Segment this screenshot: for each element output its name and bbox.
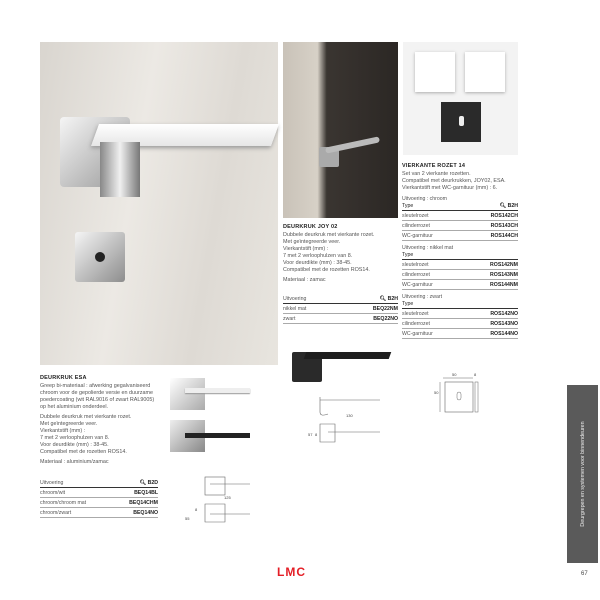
row-label: sleutelrozet [402,211,463,221]
search-icon: 🔍︎ [499,203,507,209]
esa-material: Materiaal : aluminium/zamac [40,459,109,465]
esa-spec: 7 met 2 verloophulzen van 8. [40,435,110,441]
joy-spec: Voor deurdikte (mm) : 38-45. [283,260,352,266]
table-row [283,314,398,324]
esa-spec: Vierkantstift (mm) : [40,428,86,434]
joy-spec: Compatibel met de rozetten ROS14. [283,267,370,273]
joy-title: DEURKRUK JOY 02 [283,224,338,230]
col-header: Uitvoering [283,294,338,304]
esa-spec: Dubbele deurkruk met vierkante rozet. [40,414,132,420]
rozet-spec: Set van 2 vierkante rozetten. [402,171,471,177]
row-code: ROS143NO [463,319,518,329]
row-code: ROS142NO [463,309,518,319]
joy-spec: 7 met 2 verloophulzen van 8. [283,253,353,259]
joy-spec: Dubbele deurkruk met vierkante rozet. [283,232,375,238]
page-number: 67 [581,571,588,577]
table-row [402,319,518,329]
table-row [283,304,398,314]
esa-handle-photo [40,42,278,365]
esa-description: Greep bi-materiaal : afwerking gegalvaniseerd chroom voor de gepolierde versie en duurzame poedercoating (wit RAL9016 of zwart RAL9005) op het aluminium onderdeel. [40,383,155,410]
row-label: sleutelrozet [402,260,463,270]
esa-spec: Voor deurdikte (mm) : 38-45. [40,442,109,448]
esa-table [40,478,158,518]
group-label: Uitvoering : chroom [402,196,447,202]
esa-spec: Compatibel met de rozetten ROS14. [40,449,127,455]
row-label: WC-garnituur [402,280,463,290]
row-label: chroom/chroom mat [40,498,113,508]
table-row [402,329,518,339]
code-header: B2H [507,203,518,209]
row-code: ROS144CH [463,231,518,241]
dimension-label: 55 [185,516,190,521]
sidebar-label: Deurgrepen en systemen voor binnendeuren [579,421,586,527]
joy-material: Materiaal : zamac [283,277,326,283]
dimension-label: 8 [195,507,198,512]
row-label: cilinderrozet [402,221,463,231]
esa-section [40,375,158,518]
esa-spec: Met geïntegreerde veer. [40,421,98,427]
esa-lever [185,388,250,393]
section-sidebar [567,385,598,563]
type-label: Type [402,252,414,258]
col-header: Uitvoering [40,478,113,488]
lmc-logo: LMC [277,565,306,579]
rozet-table-zwart [402,309,518,339]
search-icon: 🔍︎ [139,479,147,486]
table-row [40,488,158,498]
row-label: chroom/wit [40,488,113,498]
row-label: WC-garnituur [402,231,463,241]
rozet-section [402,163,518,339]
joy-technical-drawing [310,392,390,452]
group-label: Uitvoering : nikkel mat [402,245,454,251]
row-label: sleutelrozet [402,309,463,319]
row-code: ROS144NO [463,329,518,339]
code-header: B2D [147,479,158,486]
esa-technical-drawing [190,472,260,534]
row-code: ROS143NM [463,270,518,280]
table-row [402,270,518,280]
table-row [402,221,518,231]
search-icon: 🔍︎ [379,295,387,302]
joy-section [283,224,398,324]
row-code: BEQ14BL [113,488,158,498]
rozet-photo [403,42,518,155]
row-label: chroom/zwart [40,508,113,518]
type-label: Type [402,301,414,307]
dimension-label: 50 [434,390,439,395]
joy-spec: Vierkantstift (mm) : [283,246,329,252]
table-row [402,231,518,241]
dimension-label: 130 [346,413,353,418]
type-header [402,202,518,211]
joy-lever [304,352,392,359]
rozet-spec: Vierkantstift met WC-garnituur (mm) : 6. [402,185,498,191]
table-row [402,211,518,221]
group-label: Uitvoering : zwart [402,294,443,300]
esa-title: DEURKRUK ESA [40,375,87,381]
row-code: BEQ14NO [113,508,158,518]
dimension-label: 8 [315,432,318,437]
rozet-table-nikkel [402,260,518,290]
row-code: BEQ14CHM [113,498,158,508]
row-label: zwart [283,314,338,324]
rozet-spec: Compatibel met deurkrukken, JOY02, ESA. [402,178,506,184]
row-code: BEQ22NO [338,314,398,324]
row-label: nikkel mat [283,304,338,314]
row-code: ROS143CH [463,221,518,231]
row-label: cilinderrozet [402,270,463,280]
row-code: ROS142CH [463,211,518,221]
joy-table [283,294,398,324]
joy-spec: Met geïntegreerde veer. [283,239,341,245]
joy-handle-photo [283,42,398,218]
row-code: ROS144NM [463,280,518,290]
table-row [402,260,518,270]
dimension-label: 125 [224,495,231,500]
dimension-label: 57 [308,432,313,437]
esa-chrome-white-image [170,378,205,410]
table-row [40,508,158,518]
dimension-label: 8 [474,372,477,377]
row-label: cilinderrozet [402,319,463,329]
rozet-table-chroom [402,211,518,241]
dimension-label: 50 [452,372,457,377]
rozet-title: VIERKANTE ROZET 14 [402,163,466,169]
type-label: Type [402,203,414,209]
table-row [402,309,518,319]
row-label: WC-garnituur [402,329,463,339]
rozet-technical-drawing [435,372,480,417]
table-row [402,280,518,290]
esa-lever [185,433,250,438]
table-row [40,498,158,508]
code-header: B2H [387,295,398,302]
row-code: ROS142NM [463,260,518,270]
type-header [402,251,518,260]
row-code: BEQ22NM [338,304,398,314]
type-header [402,300,518,309]
